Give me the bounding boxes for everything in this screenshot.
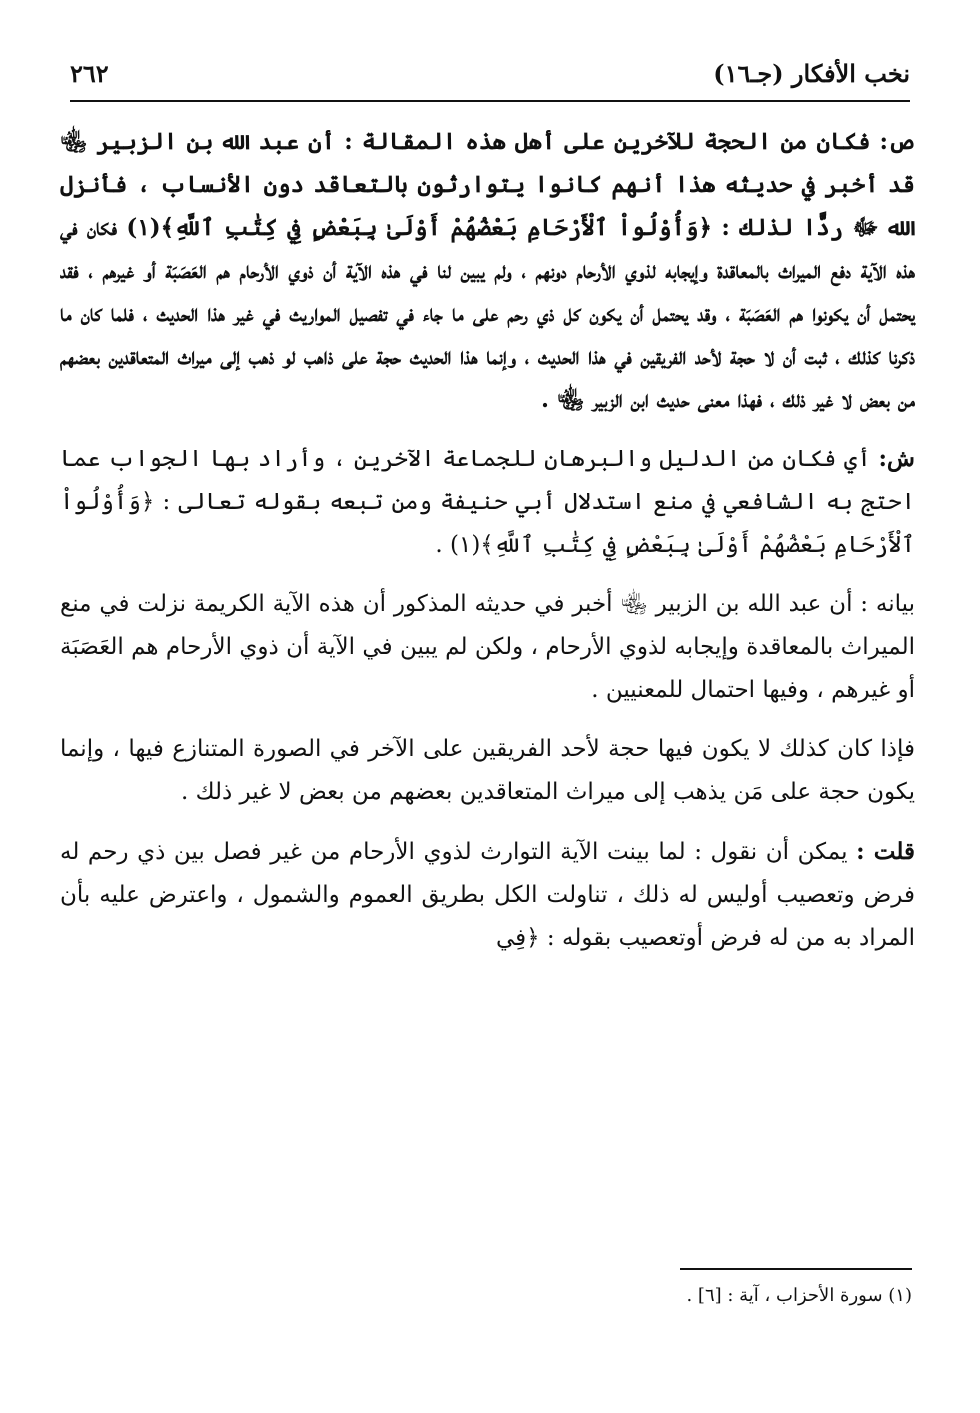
paragraph-qult — [60, 830, 915, 960]
book-title: نخب الأفكار (جـ١٦) — [713, 58, 910, 88]
paragraph-text: بيانه : أن عبد الله بن الزبير ﵄ أخبر في حديثه المذكور أن هذه الآية الكريمة نزلت في منع الميراث بالمعاقدة وإيجابه لذوي الأرحام ، ولكن لم يبين في الآية أن ذوي الأرحام هم العَصَبَة أو غيرهم ، وفيها احتمال للمعنيين . — [60, 591, 915, 703]
footnote: (١) سورة الأحزاب ، آية : [٦] . — [686, 1285, 912, 1306]
paragraph-lead: ش: — [878, 445, 916, 472]
page-header — [70, 48, 910, 98]
paragraph-text: فإذا كان كذلك لا يكون فيها حجة لأحد الفريقين على الآخر في الصورة المتنازع فيها ، وإنما يكون حجة على مَن يذهب إلى ميراث المتعاقدين بعضهم من بعض لا غير ذلك . — [60, 736, 915, 805]
page-number: ٢٦٢ — [70, 58, 109, 88]
paragraph-text: فكان من الحجة للآخرين على أهل هذه المقالة : أن عبد الله بن الزبير ﵄ قد أخبر في حديثه هذا أنهم كانوا يتوارثون بالتعاقد دون الأنساب ، فأنزل الله ﷻ ردًّا لذلك : ﴿وَأُوْلُواْ ٱلْأَرْحَامِ بَعْضُهُمْ أَوْلَىٰ بِبَعْضٍ فِي كِتَٰبِ ٱللَّهِ﴾(١) فكان في هذه الآية دفع الميراث بالمعاقدة وإيجابه لذوي الأرحام دونهم ، ولم يبين لنا في هذه الآية أن ذوي الأرحام هم العَصَبَة أو غيرهم ، فقد يحتمل أن يكونوا هم العَصَبَة ، وقد يحتمل أن يكون كل ذي رحم على ما جاء في تفصيل المواريث في غير هذا الحديث ، فلما كان ما ذكرنا كذلك ، ثبت أن لا حجة لأحد الفريقين في هذا الحديث ، وإنما هذا الحديث حجة على ذاهب لو ذهب إلى ميراث المتعاقدين بعضهم من بعض لا غير ذلك ، فهذا معنى حديث ابن الزبير ﵄ . — [60, 128, 915, 413]
paragraph-lead: ص: — [879, 128, 915, 155]
paragraph-sad — [60, 120, 915, 421]
paragraph-explanation — [60, 583, 915, 712]
header-divider — [70, 100, 910, 102]
paragraph-shin — [60, 437, 915, 567]
paragraph-text: يمكن أن نقول : لما بينت الآية التوارث لذوي الأرحام من غير فصل بين ذي رحم له فرض وتعصيب أوليس له ذلك ، تناولت الكل بطريق العموم والشمول ، واعترض عليه بأن المراد به من له فرض أوتعصيب بقوله : ﴿فِي — [60, 839, 915, 951]
page-body — [60, 120, 915, 976]
paragraph-lead: قلت : — [856, 838, 916, 865]
footnote-divider — [680, 1268, 912, 1270]
paragraph-conclusion — [60, 728, 915, 814]
paragraph-text: أي فكان من الدليل والبرهان للجماعة الآخرين ، وأراد بها الجواب عما احتج به الشافعي في منع استدلال أبي حنيفة ومن تبعه بقوله تعالى : ﴿وَأُوْلُواْ ٱلْأَرْحَامِ بَعْضُهُمْ أَوْلَىٰ بِبَعْضٍ فِي كِتَٰبِ ٱللَّهِ﴾(١) . — [60, 446, 915, 558]
